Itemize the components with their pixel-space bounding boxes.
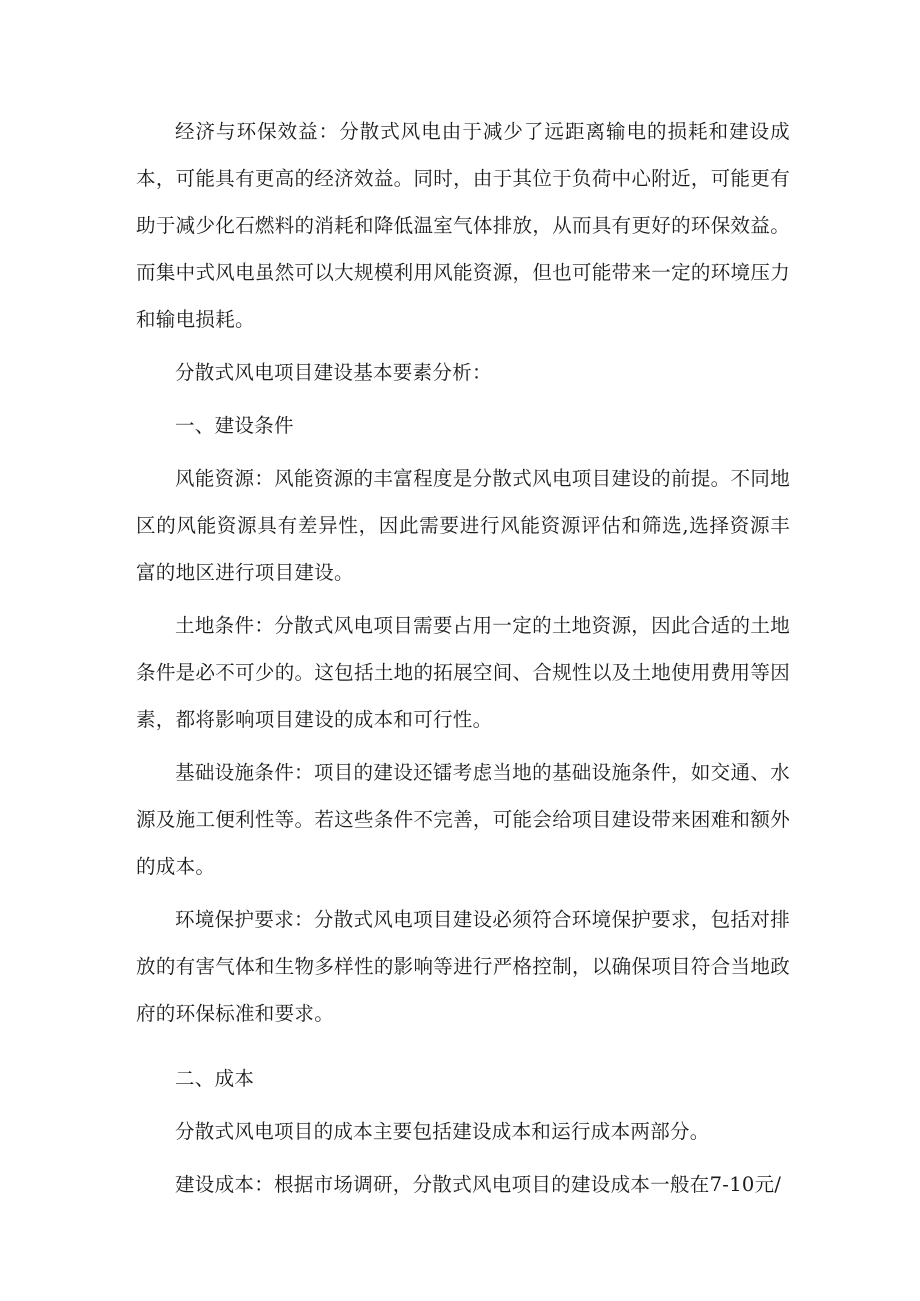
heading-cost: 二、成本 (175, 1067, 255, 1090)
paragraph-economic-benefits: 经济与环保效益：分散式风电由于减少了远距离输电的损耗和建设成本，可能具有更高的经济效益。同时，由于其位于负荷中心附近，可能更有助于减少化石燃料的消耗和降低温室气体排放，从而具有更好的环保效益。而集中式风电虽然可以大规模利用风能资源，但也可能带来一定的环境压力和输电损耗。 (136, 120, 790, 331)
paragraph-infrastructure: 基础设施条件：项目的建设还镭考虑当地的基础设施条件，如交通、水源及施工便利性等。若这些条件不完善，可能会给项目建设带来困难和额外的成本。 (136, 761, 790, 878)
paragraph-land-conditions: 土地条件：分散式风电项目需要占用一定的土地资源，因此合适的土地条件是必不可少的。这包括土地的拓展空间、合规性以及土地使用费用等因素，都将影响项目建设的成本和可行性。 (136, 614, 790, 731)
paragraph-environmental-protection: 环境保护要求：分散式风电项目建设必须符合环境保护要求，包括对排放的有害气体和生物多样性的影响等进行严格控制，以确保项目符合当地政府的环保标准和要求。 (136, 908, 790, 1025)
paragraph-construction-cost: 建设成本：根据市场调研，分散式风电项目的建设成本一般在7-10元/ (175, 1173, 782, 1196)
paragraph-cost-overview: 分散式风电项目的成本主要包括建设成本和运行成本两部分。 (175, 1120, 710, 1143)
paragraph-wind-resources: 风能资源：风能资源的丰富程度是分散式风电项目建设的前提。不同地区的风能资源具有差异性，因此需要进行风能资源评估和筛选,选择资源丰富的地区进行项目建设。 (136, 467, 790, 584)
section-intro: 分散式风电项目建设基本要素分析： (175, 361, 492, 384)
heading-construction-conditions: 一、建设条件 (175, 414, 294, 437)
